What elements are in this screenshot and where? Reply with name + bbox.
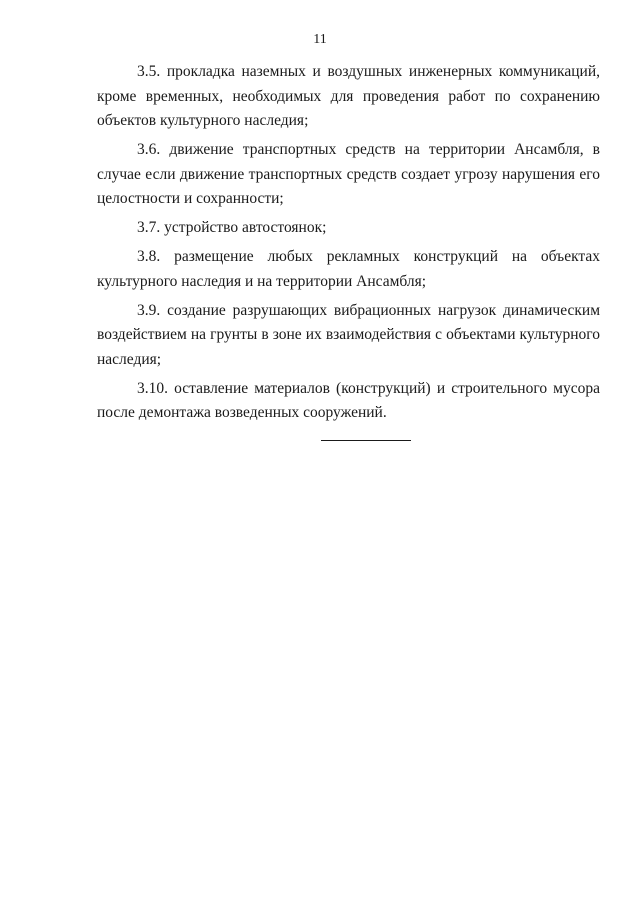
page-number: 11 — [313, 32, 327, 47]
end-divider-line — [321, 440, 411, 441]
document-body — [97, 60, 600, 430]
clause-3-5: 3.5. прокладка наземных и воздушных инженерных коммуникаций, кроме временных, необходимых для проведения работ по сохранению объектов культурного наследия; — [97, 63, 600, 129]
clause-3-8: 3.8. размещение любых рекламных конструкций на объектах культурного наследия и на территории Ансамбля; — [97, 248, 600, 290]
clause-3-7: 3.7. устройство автостоянок; — [137, 219, 327, 236]
clause-3-9: 3.9. создание разрушающих вибрационных нагрузок динамическим воздействием на грунты в зоне их взаимодействия с объектами культурного наследия; — [97, 301, 600, 368]
clause-3-10: 3.10. оставление материалов (конструкций) и строительного мусора после демонтажа возведенных сооружений. — [97, 379, 600, 421]
clause-3-6: 3.6. движение транспортных средств на территории Ансамбля, в случае если движение транспортных средств создает угрозу нарушения его целостности и сохранности; — [97, 141, 600, 207]
